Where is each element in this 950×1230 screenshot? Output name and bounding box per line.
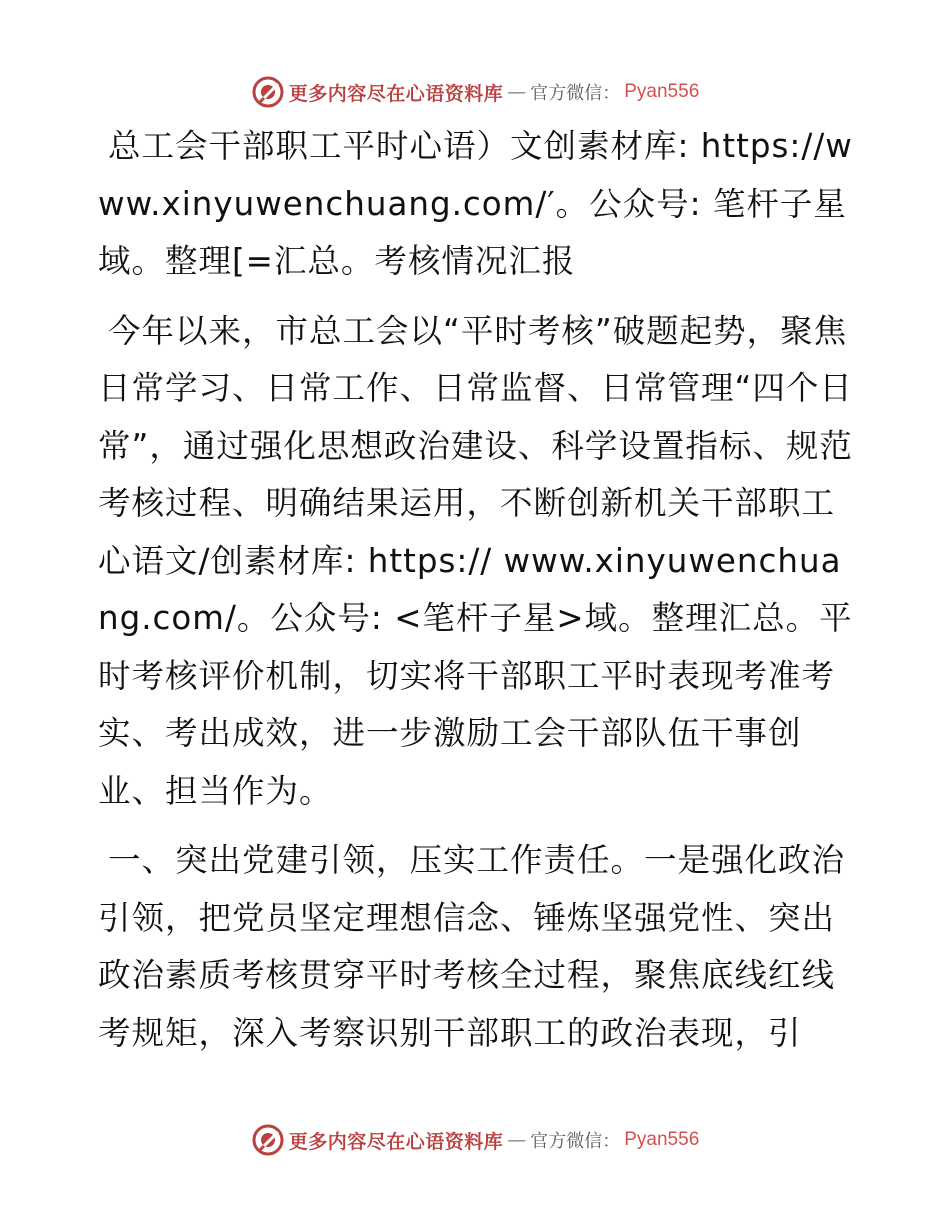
brand-logo-icon: [251, 1123, 285, 1157]
paragraph-1: [98, 118, 858, 291]
paragraph-3: [98, 832, 858, 1062]
paragraph-2-text: 今年以来，市总工会以“平时考核”破题起势，聚焦日常学习、日常工作、日常监督、日常管理“四个日常”，通过强化思想政治建设、科学设置指标、规范考核过程、明确结果运用，不断创新机关干部职工心语文/创素材库: https:// www.xinyuwenchuang.com/。公众号: <笔杆子星>域。整理汇总。平时考核评价机制，切实将干部职工平时表现考准考实、考出成效，进一步激励工会干部队伍干事创业、担当作为。: [98, 311, 853, 810]
footer-wechat-id: Pyan556: [624, 1129, 700, 1150]
footer-banner-title: 更多内容尽在心语资料库: [288, 1130, 504, 1153]
paragraph-2: [98, 303, 858, 821]
brand-logo-icon: [251, 75, 285, 109]
wechat-id: Pyan556: [624, 81, 700, 102]
banner-title: 更多内容尽在心语资料库: [288, 82, 504, 105]
wechat-label: 官方微信：: [530, 83, 621, 104]
banner-separator: —: [507, 81, 527, 103]
header-banner: [0, 72, 950, 112]
footer-banner-separator: —: [507, 1129, 527, 1151]
footer-banner: [0, 1120, 950, 1160]
footer-wechat-label: 官方微信：: [530, 1131, 621, 1152]
paragraph-3-text: 一、突出党建引领，压实工作责任。一是强化政治引领，把党员坚定理想信念、锤炼坚强党性、突出政治素质考核贯穿平时考核全过程，聚焦底线红线考规矩，深入考察识别干部职工的政治表现，引: [98, 841, 846, 1052]
paragraph-1-text: 总工会干部职工平时心语）文创素材库: https://www.xinyuwenchuang.com/′。公众号: 笔杆子星域。整理[=汇总。考核情况汇报: [98, 127, 853, 280]
document-body: [98, 118, 858, 1074]
